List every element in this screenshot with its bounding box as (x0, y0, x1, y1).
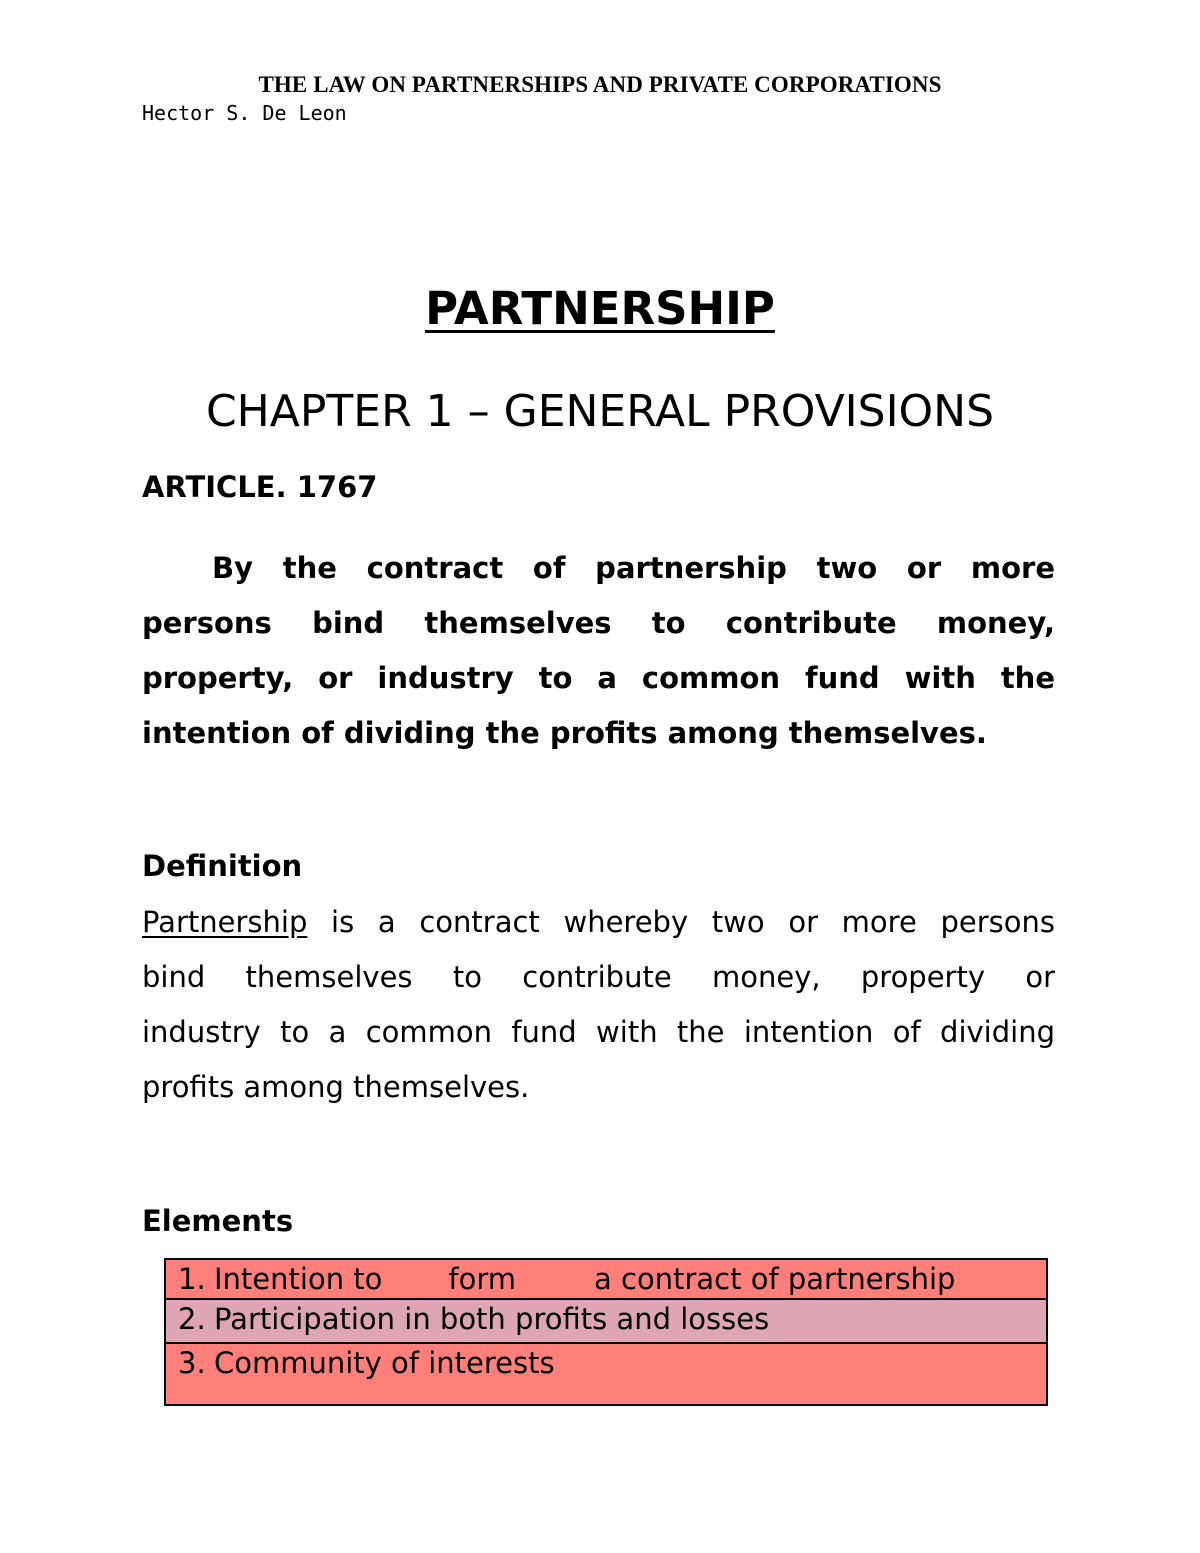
element-number: 2. (178, 1302, 206, 1336)
element-text: Participation in both profits and losses (214, 1302, 770, 1336)
definition-text (142, 895, 1055, 1115)
defined-term: Partnership (142, 905, 308, 939)
author: Hector S. De Leon (142, 101, 347, 125)
element-text-part: form (448, 1262, 517, 1296)
article-line: intention of dividing the profits among themselves. (142, 716, 987, 750)
element-number: 3. (178, 1346, 206, 1380)
article-text (142, 541, 1055, 761)
definition-line (142, 895, 1055, 950)
element-text-part: a contract of partnership (594, 1262, 956, 1296)
element-row (166, 1342, 1046, 1404)
article-line: By the contract of partnership two or more (212, 551, 1055, 585)
definition-line-rest: is a contract whereby two or more persons (307, 905, 1055, 939)
book-title: THE LAW ON PARTNERSHIPS AND PRIVATE CORPORATIONS (258, 72, 942, 97)
chapter-heading: CHAPTER 1 – GENERAL PROVISIONS (205, 386, 995, 437)
definition-line: industry to a common fund with the intention of dividing (142, 1015, 1055, 1049)
article-line: property, or industry to a common fund with the (142, 661, 1055, 695)
element-row (166, 1298, 1046, 1342)
element-text-part: Intention to (214, 1262, 383, 1296)
page-title: PARTNERSHIP (425, 282, 775, 335)
elements-heading: Elements (142, 1204, 294, 1238)
article-heading: ARTICLE. 1767 (142, 470, 378, 504)
element-row (166, 1260, 1046, 1298)
definition-heading: Definition (142, 849, 303, 883)
element-text: Community of interests (214, 1346, 555, 1380)
elements-table (164, 1258, 1048, 1406)
definition-line: profits among themselves. (142, 1070, 530, 1104)
element-number: 1. (178, 1262, 206, 1296)
article-line: persons bind themselves to contribute money, (142, 606, 1055, 640)
definition-line: bind themselves to contribute money, property or (142, 960, 1055, 994)
